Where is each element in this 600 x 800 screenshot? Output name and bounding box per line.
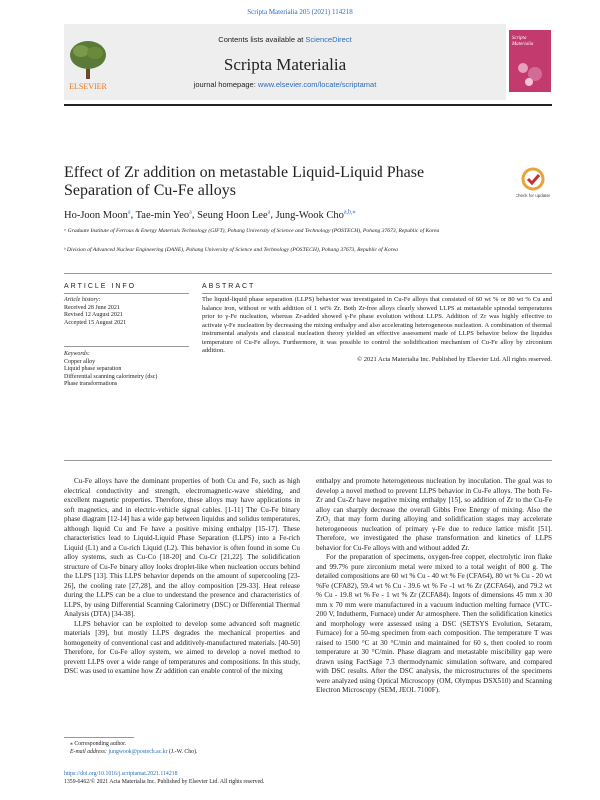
article-info-heading: ARTICLE INFO bbox=[64, 283, 137, 290]
keyword: Copper alloy bbox=[64, 358, 96, 365]
history-received: Received 28 June 2021 bbox=[64, 304, 120, 311]
footnote bbox=[70, 741, 300, 756]
affiliation-rule bbox=[64, 273, 552, 274]
body-paragraph: enthalpy and promote heterogeneous nucleation by inoculation. The goal was to develop a novel method to prevent LLPS behavior in Cu-Fe alloys. The both Fe-Zr and Cu-Zr have negative mixing enthalpy [15], so addition of Zr to the Cu-Fe alloy can sharply decrease the overall Gibbs Free Energy of mixing. Also the ZrO₂ that may form during alloying and solidification stages may accelerate heterogeneous nucleation of primary γ-Fe due to reduce lattice misfit [51]. Therefore, we investigated the phase transformation and kinetics of LLPS behavior for Cu-Fe alloys with and without added Zr. bbox=[316, 477, 552, 552]
journal-title: Scripta Materialia bbox=[223, 55, 347, 74]
history-revised: Revised 12 August 2021 bbox=[64, 312, 123, 318]
email-label: E-mail address: bbox=[70, 748, 107, 755]
check-for-updates-badge[interactable] bbox=[516, 166, 550, 200]
journal-homepage bbox=[64, 80, 506, 89]
info-divider bbox=[64, 346, 189, 347]
keywords bbox=[64, 351, 189, 389]
check-updates-label: Check for updates bbox=[516, 193, 550, 198]
body-paragraph: For the preparation of specimens, oxygen-free copper, electrolytic iron flake and 99.7% pure zirconium metal were mixed to a total weight of 800 g. The detailed compositions are 60 wt % Cu - 40 wt % Fe (CFA64), 80 wt % Cu - 20 wt %Fe (CFA82), 59.4 wt % Cu - 39.6 wt % Fe -1 wt % Zr (ZCFA64), and 79.2 wt % Cu - 19.8 wt % Fe - 1 wt % Zr (ZCFA84). Ingots of dimensions 45 mm x 30 mm x 70 mm were manufactured in a vacuum induction melting furnace (VTC-200 V, Indutherm, Furnace) under Ar atmosphere. Then the solidification kinetics and morphology were assessed using a DSC (SETSYS Evolution, Setaram, Furnace) for a 50-mg specimen from each composition. The temperature T was raised to 1500 °C at 30 °C/min and maintained for 60 s, then cooled to room temperature at 30 °C/min. Phase diagram and metastable miscibility gap were drawn using FactSage 7.3 thermodynamic simulation software, and compared with DSC results. After the DSC analysis, the microstructures of the specimens were analyzed using Optical Microscopy (OM, Olympus DSX510) and Scanning Electron Microscopy (SEM, JEOL 7100F). bbox=[316, 553, 552, 694]
homepage-link[interactable]: www.elsevier.com/locate/scriptamat bbox=[257, 80, 377, 89]
homepage-prefix: journal homepage: bbox=[193, 80, 256, 89]
body-paragraph: Cu-Fe alloys have the dominant properties of both Cu and Fe, such as high electrical conductivity and strength, electromagnetic-wave shielding, and excellent magnetic properties. Therefore, these alloys may have applications in soft magnetics, and in electric-vehicle signal cables. [1-11] The Cu-Fe binary phase diagram [12-14] has a wide gap between liquidus and solidus temperatures, although liquid Cu and Fe have a positive mixing enthalpy [15-17]. These characteristics lead to Liquid-Liquid Phase Separation (LLPS) into a Fe-rich Liquid (L1) and a Cu-rich Liquid (L2). This behavior is often found in some Cu alloy systems, such as Cu-Co [18-20] and Cu-Cr [21,22]. The solidification structure of Cu-Fe binary alloy looks droplet-like when nucleation occurs behind the LLPS [13]. This LLPS behavior depends on the amount of supercooling [23-26], the cooling rate [27,28], and the alloy composition [29-33]. Heat release during the LLPS can be a clue to understand the presence and characteristics of LLPS, by using Differential Scanning Calorimetry (DSC) or Differential Thermal Analysis (DTA) [34-38]. bbox=[64, 477, 300, 618]
author[interactable]: Jung-Wook Cho$^{a,b,⁎}$ bbox=[275, 209, 356, 221]
footnote-rule bbox=[64, 737, 134, 738]
abstract-bottom-rule bbox=[64, 460, 552, 461]
page-footer bbox=[64, 771, 364, 786]
cover-title: Scripta Materialia bbox=[512, 36, 534, 47]
history-accepted: Accepted 15 August 2021 bbox=[64, 319, 127, 326]
article-title: Effect of Zr addition on metastable Liquid-Liquid Phase Separation of Cu-Fe alloys bbox=[64, 164, 425, 199]
sciencedirect-link[interactable]: ScienceDirect bbox=[305, 35, 352, 44]
abstract-body bbox=[202, 296, 552, 364]
affiliation-b: ᵇ Division of Advanced Nuclear Engineering (DANE), Pohang University of Science and Technology (POSTECH), Pohang 37673, Republic of Korea bbox=[64, 247, 398, 253]
abstract-text: The liquid-liquid phase separation (LLPS) behavior was investigated in Cu-Fe alloys that consisted of 60 wt % or 80 wt % Cu and balance iron, without or with addition of 1 wt% Zr. Both Zr-free alloys clearly showed LLPS at metastable spinodal temperatures prior to γ-Fe nucleation, whereas Zr-added showed γ-Fe phase evolution without LLPS. Addition of Zr was highly effective to activate γ-Fe nucleation by decreasing the mixing enthalpy and also accelerating heterogeneous nucleation. A combination of thermal instrumental analysis and classical nucleation theory yielded an effective assessment made of LLPS behavior below the liquidus temperature of Cu-Fe alloys. Furthermore, it was possible to control the solidification mechanism of Cu-Fe alloy by zirconium addition. bbox=[202, 296, 552, 354]
keyword: Phase transformations bbox=[64, 381, 118, 387]
issn-copyright: 1359-6462/© 2021 Acta Materialia Inc. Published by Elsevier Ltd. All rights reserved. bbox=[64, 778, 265, 785]
keyword: Liquid phase separation bbox=[64, 366, 122, 372]
keywords-label: Keywords: bbox=[64, 351, 90, 357]
history-label: Article history: bbox=[64, 297, 101, 303]
abstract-copyright: © 2021 Acta Materialia Inc. Published by Elsevier Ltd. All rights reserved. bbox=[357, 355, 552, 363]
author-list: Ho-Joon Moon$^a$, Tae-min Yeo$^a$, Seung Hoon Lee$^a$, Jung-Wook Cho$^{a,b,⁎}$ bbox=[64, 209, 356, 221]
journal-reference[interactable]: Scripta Materialia 205 (2021) 114218 bbox=[247, 8, 353, 16]
body-column-right bbox=[316, 477, 552, 696]
contents-availability bbox=[64, 35, 506, 44]
check-updates-icon bbox=[516, 166, 550, 200]
header-rule bbox=[64, 104, 552, 106]
doi-link[interactable]: https://doi.org/10.1016/j.scriptamat.2021.114218 bbox=[64, 771, 178, 777]
affiliation-a: ᵃ Graduate Institute of Ferrous & Energy Materials Technology (GIFT), Pohang University of Science and Technology (POSTECH), Pohang 37673, Republic of Korea bbox=[64, 228, 440, 234]
body-column-left bbox=[64, 477, 300, 677]
article-history bbox=[64, 297, 189, 327]
email-suffix: (J.-W. Cho). bbox=[169, 748, 198, 755]
abstract-rule bbox=[202, 293, 552, 294]
author[interactable]: Seung Hoon Lee$^a$ bbox=[197, 209, 271, 221]
corresponding-author-note: ⁎ Corresponding author. bbox=[70, 741, 127, 747]
author[interactable]: Tae-min Yeo$^a$ bbox=[135, 209, 192, 221]
contents-prefix: Contents lists available at bbox=[218, 35, 304, 44]
body-paragraph: LLPS behavior can be exploited to develop some advanced soft magnetic materials [39], but mostly LLPS degrades the mechanical properties and homogeneity of conventional cast and additively-manufactured materials. [40-50] Therefore, for Cu-Fe alloy system, we aimed to develop a novel method to prevent LLPS over a wide range of temperatures and compositions. In this study, DSC was used to examine how Zr addition can enable control of the mixing bbox=[64, 619, 300, 675]
abstract-heading: ABSTRACT bbox=[202, 283, 256, 290]
keyword: Differential scanning calorimetry (dsc) bbox=[64, 373, 158, 380]
elsevier-wordmark: ELSEVIER bbox=[69, 82, 107, 91]
author-email-link[interactable]: jungwook@postech.ac.kr bbox=[108, 748, 168, 755]
author[interactable]: Ho-Joon Moon$^a$ bbox=[64, 209, 131, 221]
article-info-rule bbox=[64, 293, 189, 294]
